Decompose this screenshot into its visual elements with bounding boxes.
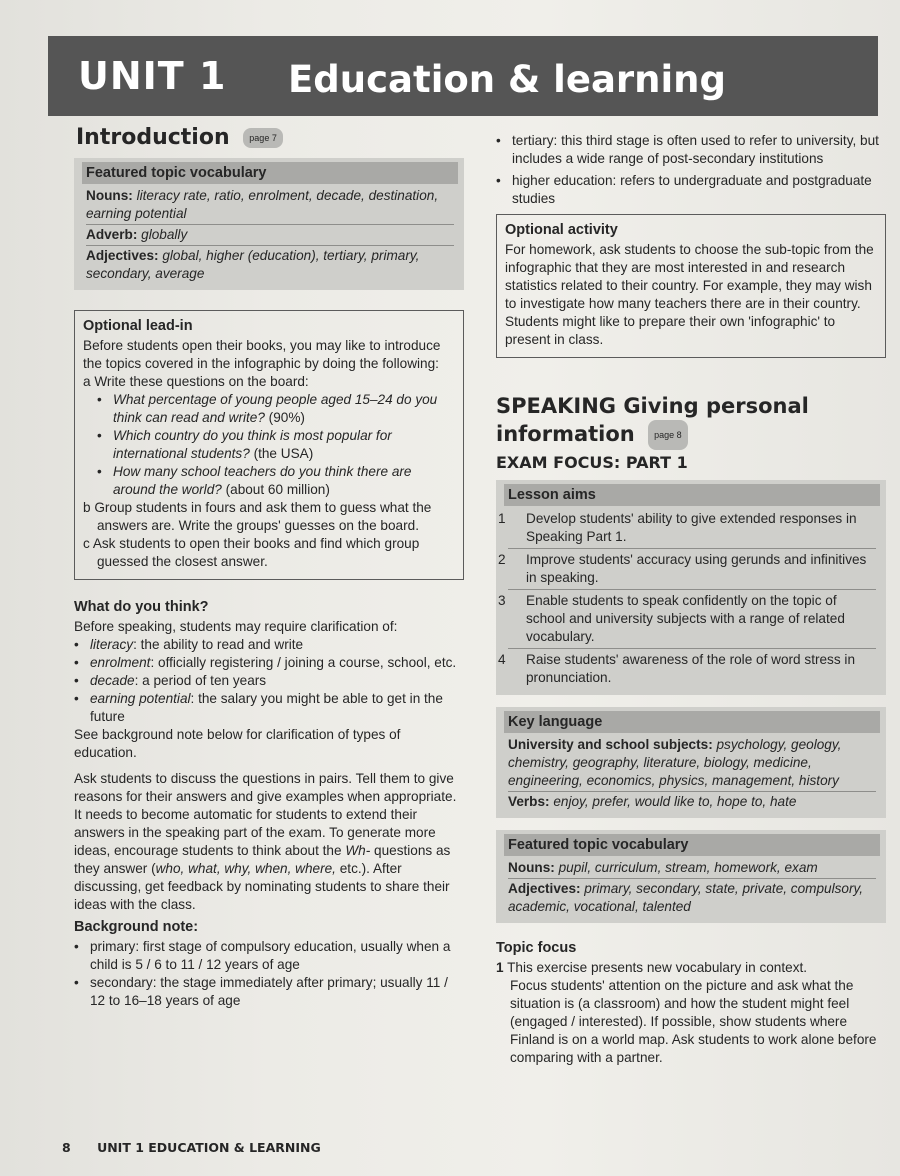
lesson-aim-item: [498, 590, 876, 649]
paragraph-part: questions as they answer (: [74, 843, 451, 876]
featured-vocabulary-heading: Featured topic vocabulary: [82, 162, 458, 184]
lead-in-step-c: c Ask students to open their books and find which group guessed the closest answer.: [83, 536, 420, 569]
unit-title: Education & learning: [288, 58, 727, 101]
introduction-title: Introduction: [76, 125, 230, 150]
vocab-nouns: [508, 858, 876, 879]
background-item: • primary: first stage of compulsory education, usually when a child is 5 / 6 to 11 / 12 years of age: [74, 938, 464, 974]
aim-text: Raise students' awareness of the role of word stress in pronunciation.: [526, 652, 856, 685]
featured-vocabulary-box: [74, 158, 464, 290]
exam-focus-heading: EXAM FOCUS: PART 1: [496, 453, 688, 472]
exercise-intro: This exercise presents new vocabulary in context.: [507, 960, 808, 975]
lesson-aim-item: [498, 649, 876, 689]
page-number: 8: [62, 1140, 71, 1155]
question-answer: (the USA): [249, 446, 314, 461]
question-answer: (90%): [264, 410, 305, 425]
discussion-paragraph: [74, 770, 464, 914]
featured-vocabulary-box-2: [496, 830, 886, 923]
question-text: How many school teachers do you think there are around the world?: [113, 464, 412, 497]
nouns-label: Nouns:: [508, 860, 555, 875]
vocab-adjectives: [86, 246, 454, 284]
definition: : officially registering / joining a course, school, etc.: [150, 655, 457, 670]
subjects-list: psychology, geology, chemistry, geography, literature, biology, medicine, engineering, economics, physics, management, history: [508, 737, 842, 788]
key-language-heading: Key language: [504, 711, 880, 733]
lesson-aims-heading: Lesson aims: [504, 484, 880, 506]
aim-number: 3: [498, 593, 506, 608]
lead-in-question: [111, 391, 455, 427]
optional-activity-box: [496, 214, 886, 358]
clarification-item: [74, 654, 464, 672]
lesson-aim-item: [498, 549, 876, 590]
lesson-aim-item: [498, 508, 876, 549]
nouns-list: literacy rate, ratio, enrolment, decade, destination, earning potential: [86, 188, 439, 221]
lead-in-question: [111, 463, 455, 499]
adverb-label: Adverb:: [86, 227, 138, 242]
lead-in-step-a: a Write these questions on the board:: [83, 374, 309, 389]
clarification-item: [74, 672, 464, 690]
aim-text: Enable students to speak confidently on the topic of school and university subjects with a range of related vocabulary.: [526, 593, 845, 644]
adjectives-label: Adjectives:: [86, 248, 159, 263]
unit-number: UNIT 1: [78, 54, 227, 98]
paragraph-part: Wh-: [345, 843, 371, 858]
nouns-label: Nouns:: [86, 188, 133, 203]
optional-lead-in-box: [74, 310, 464, 580]
key-language-box: [496, 707, 886, 818]
adverb-list: globally: [141, 227, 188, 242]
term: enrolment: [90, 655, 151, 670]
key-language-subjects: [508, 735, 876, 792]
term: earning potential: [90, 691, 191, 706]
topic-focus-text: Focus students' attention on the picture and ask what the situation is (a classroom) and how the student might feel (engaged / interested). If possible, show students where Finland is on a world map. Ask students to work alone before comparing with a partner.: [510, 978, 877, 1065]
page-reference-tag: page 8: [648, 420, 688, 450]
adjectives-list: primary, secondary, state, private, compulsory, academic, vocational, talented: [508, 881, 864, 914]
key-language-verbs: [508, 792, 876, 812]
question-text: Which country do you think is most popular for international students?: [113, 428, 392, 461]
footer-unit-label: UNIT 1 EDUCATION & LEARNING: [97, 1140, 321, 1155]
lesson-aims-box: [496, 480, 886, 695]
speaking-heading: [496, 392, 886, 450]
paragraph-part: who, what, why, when, where,: [155, 861, 336, 876]
page-reference-tag: page 7: [243, 128, 283, 148]
see-background-note: See background note below for clarification of types of education.: [74, 727, 401, 760]
optional-lead-in-heading: Optional lead-in: [83, 318, 193, 334]
term: decade: [90, 673, 135, 688]
nouns-list: pupil, curriculum, stream, homework, exam: [554, 860, 818, 875]
lead-in-text: Before students open their books, you may like to introduce the topics covered in the infographic by doing the following:: [83, 338, 441, 371]
clarification-item: [74, 690, 464, 726]
aim-number: 2: [498, 552, 506, 567]
exercise-number: 1: [496, 960, 504, 975]
verbs-label: Verbs:: [508, 794, 550, 809]
paragraph-part: Ask students to discuss the questions in pairs. Tell them to give reasons for their answers and give examples when appropriate. It needs to become automatic for students to extend their answers in the speaking part of the exam. To generate more ideas, encourage students to think about the: [74, 771, 457, 858]
vocab-nouns: [86, 186, 454, 225]
featured-vocabulary-heading: Featured topic vocabulary: [504, 834, 880, 856]
lead-in-step-b: b Group students in fours and ask them to guess what the answers are. Write the groups' guesses on the board.: [83, 500, 432, 533]
background-item: • secondary: the stage immediately after primary; usually 11 / 12 to 16–18 years of age: [74, 974, 464, 1010]
aim-number: 4: [498, 652, 506, 667]
aim-number: 1: [498, 511, 506, 526]
aim-text: Improve students' accuracy using gerunds and infinitives in speaking.: [526, 552, 867, 585]
background-note-heading: Background note:: [74, 919, 199, 935]
subjects-label: University and school subjects:: [508, 737, 713, 752]
vocab-adjectives: [508, 879, 876, 917]
aim-text: Develop students' ability to give extended responses in Speaking Part 1.: [526, 511, 857, 544]
clarification-item: [74, 636, 464, 654]
adjectives-label: Adjectives:: [508, 881, 581, 896]
what-do-you-think-heading: What do you think?: [74, 599, 209, 615]
what-do-you-think-text: Before speaking, students may require clarification of:: [74, 619, 398, 634]
background-item: • higher education: refers to undergraduate and postgraduate studies: [496, 172, 886, 208]
optional-activity-heading: Optional activity: [505, 222, 618, 238]
topic-focus-item: [496, 959, 886, 977]
speaking-title-line1: SPEAKING Giving personal: [496, 394, 809, 418]
question-answer: (about 60 million): [221, 482, 330, 497]
page-footer: [62, 1140, 321, 1155]
vocab-adverb: [86, 225, 454, 246]
paragraph-part: etc.). After discussing, get feedback by nominating students to share their ideas with the class.: [74, 861, 450, 912]
introduction-heading: [76, 125, 464, 150]
term: literacy: [90, 637, 134, 652]
left-column: [74, 125, 464, 1010]
definition: : a period of ten years: [134, 673, 267, 688]
question-text: What percentage of young people aged 15–24 do you think can read and write?: [113, 392, 438, 425]
unit-banner: [48, 36, 878, 116]
lead-in-question: [111, 427, 455, 463]
definition: : the salary you might be able to get in the future: [90, 691, 443, 724]
adjectives-list: global, higher (education), tertiary, primary, secondary, average: [86, 248, 420, 281]
speaking-title-line2: information: [496, 422, 635, 446]
verbs-list: enjoy, prefer, would like to, hope to, hate: [549, 794, 797, 809]
definition: : the ability to read and write: [133, 637, 304, 652]
topic-focus-heading: Topic focus: [496, 940, 577, 956]
background-item: • tertiary: this third stage is often used to refer to university, but includes a wide range of post-secondary institutions: [496, 132, 886, 168]
right-column: [496, 128, 886, 1067]
optional-activity-text: For homework, ask students to choose the sub-topic from the infographic that they are most interested in and research statistics related to their country. For example, they may wish to investigate how many teachers there are in their country. Students might like to prepare their own 'infographic' to present in class.: [505, 242, 874, 347]
